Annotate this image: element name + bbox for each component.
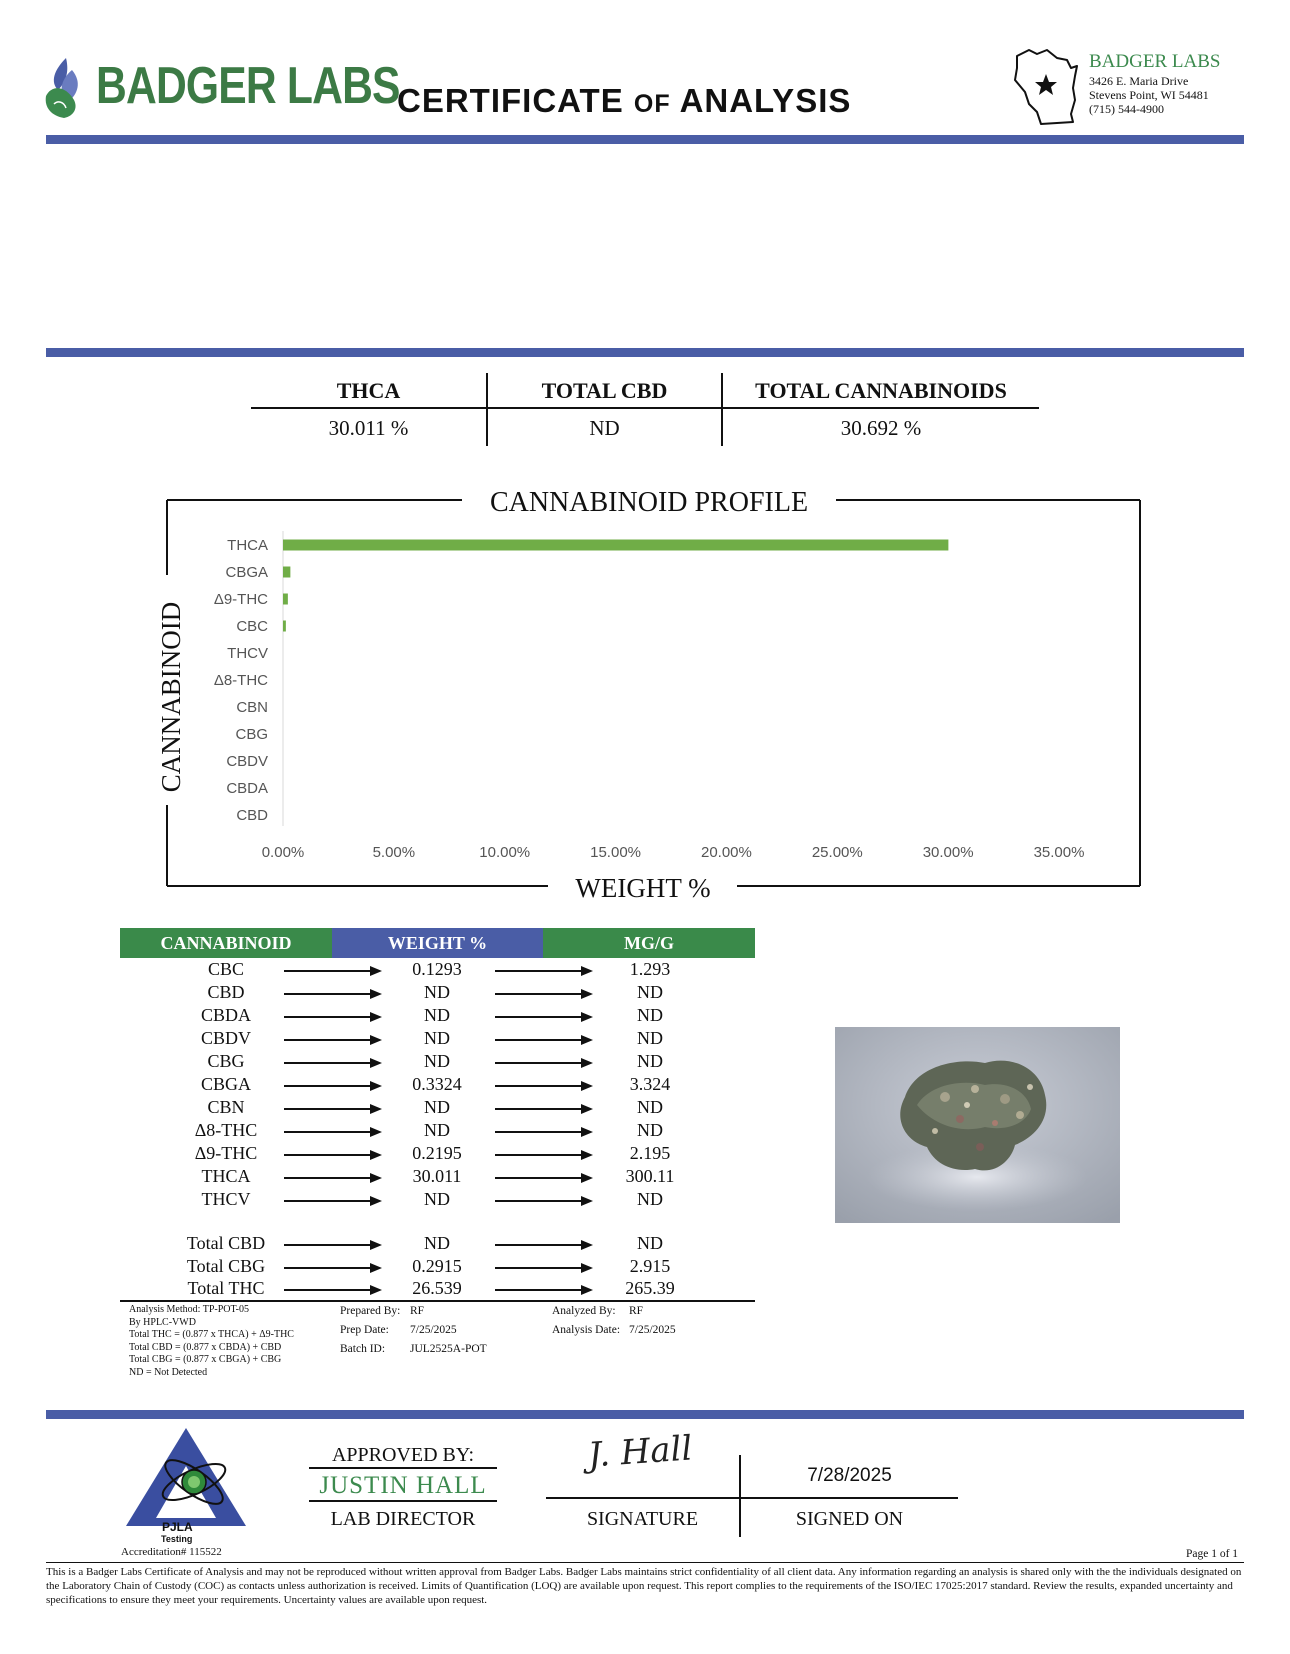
- row-arrow-icon: [495, 1102, 595, 1116]
- row-mgg: 2.195: [629, 1143, 671, 1163]
- analysis-date-value: 7/25/2025: [629, 1324, 676, 1336]
- prep-date-value: 7/25/2025: [410, 1324, 457, 1336]
- row-arrow-icon: [495, 1238, 595, 1252]
- row-cannabinoid: Total THC: [187, 1278, 265, 1298]
- table-header-cannabinoid: CANNABINOID: [120, 928, 332, 958]
- note-line: Total CBD = (0.877 x CBDA) + CBD: [129, 1341, 282, 1353]
- note-line: By HPLC-VWD: [129, 1316, 196, 1328]
- row-arrow-icon: [495, 1194, 595, 1208]
- row-arrow-icon: [284, 987, 384, 1001]
- chart-x-tick-label: 20.00%: [700, 844, 752, 861]
- row-cannabinoid: CBD: [207, 982, 245, 1002]
- row-arrow-icon: [284, 1148, 384, 1162]
- chart-category-label: Δ9-THC: [213, 591, 268, 608]
- chart-category-label: CBDA: [226, 780, 268, 797]
- row-weight: ND: [424, 1005, 450, 1025]
- row-mgg: 265.39: [625, 1278, 675, 1298]
- row-arrow-icon: [284, 1194, 384, 1208]
- prepared-by-label: Prepared By:: [340, 1305, 401, 1317]
- row-arrow-icon: [495, 1125, 595, 1139]
- chart-category-label: CBG: [235, 726, 268, 743]
- row-mgg: ND: [637, 1028, 663, 1048]
- prep-values: [410, 1302, 487, 1359]
- row-arrow-icon: [495, 1079, 595, 1093]
- row-weight: 0.2195: [412, 1143, 462, 1163]
- prep-date-label: Prep Date:: [340, 1324, 389, 1336]
- row-mgg: ND: [637, 1097, 663, 1117]
- row-weight: ND: [424, 1233, 450, 1253]
- note-line: ND = Not Detected: [129, 1366, 208, 1378]
- row-arrow-icon: [495, 1010, 595, 1024]
- row-arrow-icon: [284, 1283, 384, 1297]
- chart-bar: [283, 594, 288, 605]
- row-weight: ND: [424, 1120, 450, 1140]
- summary-total-cannabinoids-label: TOTAL CANNABINOIDS: [755, 378, 1007, 403]
- summary-thca-value: 30.011 %: [328, 416, 409, 440]
- analysis-date-label: Analysis Date:: [552, 1324, 621, 1336]
- chart-category-label: CBD: [236, 807, 268, 824]
- row-arrow-icon: [284, 1033, 384, 1047]
- approver-name: JUSTIN HALL: [319, 1472, 487, 1499]
- chart-x-tick-label: 35.00%: [1033, 844, 1085, 861]
- chart-bar: [283, 567, 290, 578]
- chart-x-tick-label: 10.00%: [479, 844, 531, 861]
- summary-total-cannabinoids-value: 30.692 %: [840, 416, 922, 440]
- summary-total-cbd-label: TOTAL CBD: [541, 378, 668, 403]
- row-cannabinoid: Total CBG: [186, 1255, 266, 1276]
- chart-x-axis-label: WEIGHT %: [575, 873, 711, 900]
- title-word-analysis: ANALYSIS: [679, 82, 852, 119]
- row-cannabinoid: CBDA: [200, 1005, 251, 1025]
- row-weight: 0.2915: [412, 1255, 462, 1276]
- address-city: Stevens Point, WI 54481: [1089, 88, 1209, 102]
- row-cannabinoid: Δ9-THC: [194, 1143, 258, 1163]
- summary-thca-label: THCA: [336, 378, 401, 403]
- row-cannabinoid: CBC: [207, 959, 245, 979]
- page-number: Page 1 of 1: [1186, 1548, 1239, 1560]
- sample-photo: [835, 1027, 1120, 1223]
- row-arrow-icon: [284, 1125, 384, 1139]
- chart-category-label: CBDV: [226, 753, 268, 770]
- note-line: Total CBG = (0.877 x CBGA) + CBG: [129, 1354, 282, 1365]
- row-arrow-icon: [495, 1171, 595, 1185]
- row-weight: ND: [424, 1097, 450, 1117]
- chart-x-tick-label: 5.00%: [372, 844, 416, 861]
- accreditation-number: Accreditation# 115522: [121, 1546, 222, 1558]
- row-cannabinoid: Total CBD: [186, 1233, 266, 1253]
- row-cannabinoid: THCV: [201, 1189, 251, 1209]
- summary-total-cbd-value: ND: [589, 416, 620, 440]
- chart-x-tick-label: 25.00%: [811, 844, 863, 861]
- row-mgg: ND: [637, 1233, 663, 1253]
- analyzed-by-label: Analyzed By:: [552, 1305, 616, 1317]
- brand-name: BADGER LABS: [96, 57, 400, 115]
- chart-bar: [283, 621, 286, 632]
- analysis-values: [629, 1302, 676, 1340]
- chart-frame: [167, 500, 1140, 886]
- chart-x-tick-label: 30.00%: [922, 844, 974, 861]
- row-arrow-icon: [284, 1261, 384, 1275]
- row-arrow-icon: [495, 1261, 595, 1275]
- approver-title: LAB DIRECTOR: [330, 1508, 476, 1530]
- chart-category-label: CBC: [236, 618, 268, 635]
- row-mgg: ND: [637, 1005, 663, 1025]
- row-cannabinoid: CBGA: [200, 1074, 251, 1094]
- analysis-labels: [552, 1302, 620, 1340]
- prepared-by-value: RF: [410, 1305, 425, 1317]
- approved-by-label: APPROVED BY:: [331, 1444, 475, 1466]
- signed-on-label: SIGNED ON: [795, 1508, 904, 1530]
- row-arrow-icon: [284, 1171, 384, 1185]
- row-mgg: ND: [637, 1189, 663, 1209]
- approver-underline: [309, 1500, 497, 1502]
- title-word-of: OF: [633, 90, 671, 118]
- chart-title: CANNABINOID PROFILE: [489, 487, 809, 518]
- disclaimer-text: This is a Badger Labs Certificate of Analysis and may not be reproduced without written approval from Badger Labs. Badger Labs maintains strict confidentiality of all client data. Any information regarding an analysis is shared only with the the individuals designated on the Laboratory Chain of Custody (COC) as contacts unless authorization is received. Limits of Quantification (LOQ) are available upon request. This report complies to the requirements of the ISO/IEC 17025:2017 standard. Review the results, expanded uncertainty and specifications to ensure they meet your requirements. Uncertainty values are available upon request.: [46, 1566, 1242, 1606]
- analyzed-by-value: RF: [629, 1305, 644, 1317]
- note-line: Analysis Method: TP-POT-05: [129, 1304, 250, 1315]
- row-cannabinoid: THCA: [201, 1166, 251, 1186]
- row-mgg: ND: [637, 1051, 663, 1071]
- address-street: 3426 E. Maria Drive: [1089, 74, 1189, 88]
- signature-line: [546, 1497, 958, 1499]
- row-mgg: ND: [637, 982, 663, 1002]
- signed-date: 7/28/2025: [807, 1465, 892, 1486]
- row-cannabinoid: CBN: [207, 1097, 245, 1117]
- row-weight: ND: [424, 982, 450, 1002]
- batch-id-value: JUL2525A-POT: [410, 1343, 487, 1355]
- signature-label: SIGNATURE: [586, 1508, 699, 1530]
- row-arrow-icon: [495, 987, 595, 1001]
- method-notes: [129, 1304, 294, 1379]
- row-cannabinoid: CBDV: [200, 1028, 251, 1048]
- row-weight: 30.011: [412, 1166, 462, 1186]
- row-arrow-icon: [495, 964, 595, 978]
- row-arrow-icon: [284, 1079, 384, 1093]
- chart-category-label: Δ8-THC: [213, 672, 268, 689]
- row-weight: 0.3324: [412, 1074, 462, 1094]
- row-weight: ND: [424, 1051, 450, 1071]
- note-line: Total THC = (0.877 x THCA) + Δ9-THC: [129, 1329, 294, 1340]
- row-arrow-icon: [284, 1056, 384, 1070]
- title-word-certificate: CERTIFICATE: [397, 82, 624, 119]
- chart-bar: [283, 540, 948, 551]
- table-header-weight: WEIGHT %: [332, 928, 543, 958]
- row-arrow-icon: [284, 1010, 384, 1024]
- batch-id-label: Batch ID:: [340, 1343, 386, 1355]
- chart-x-tick-label: 15.00%: [590, 844, 642, 861]
- row-weight: ND: [424, 1189, 450, 1209]
- lab-name: BADGER LABS: [1089, 51, 1221, 72]
- prep-labels: [340, 1302, 400, 1359]
- row-cannabinoid: Δ8-THC: [194, 1120, 258, 1140]
- row-weight: ND: [424, 1028, 450, 1048]
- chart-category-label: CBGA: [225, 564, 268, 581]
- signature: J. Hall: [586, 1428, 694, 1476]
- chart-x-tick-label: 0.00%: [261, 844, 305, 861]
- row-weight: 26.539: [412, 1278, 462, 1298]
- row-mgg: 1.293: [629, 959, 671, 979]
- row-arrow-icon: [284, 964, 384, 978]
- footer-divider: [46, 1410, 1244, 1419]
- table-header-mgg: MG/G: [543, 928, 755, 958]
- row-arrow-icon: [284, 1102, 384, 1116]
- row-mgg: 3.324: [629, 1074, 671, 1094]
- row-arrow-icon: [495, 1033, 595, 1047]
- disclaimer-rule: [46, 1562, 1244, 1563]
- row-mgg: 300.11: [625, 1166, 675, 1186]
- pjla-name: PJLA: [162, 1520, 193, 1534]
- chart-category-label: THCV: [227, 645, 268, 662]
- row-cannabinoid: CBG: [207, 1051, 245, 1071]
- pjla-accreditation-logo: [124, 1426, 248, 1530]
- row-weight: 0.1293: [412, 959, 462, 979]
- chart-y-axis-label: CANNABINOID: [156, 601, 186, 793]
- row-mgg: 2.915: [629, 1255, 671, 1276]
- row-arrow-icon: [495, 1056, 595, 1070]
- row-arrow-icon: [284, 1238, 384, 1252]
- row-arrow-icon: [495, 1148, 595, 1162]
- address-phone: (715) 544-4900: [1089, 102, 1164, 116]
- approved-underline: [309, 1467, 497, 1469]
- row-arrow-icon: [495, 1283, 595, 1297]
- pjla-testing: Testing: [161, 1534, 193, 1544]
- chart-category-label: THCA: [227, 537, 268, 554]
- chart-category-label: CBN: [236, 699, 268, 716]
- row-mgg: ND: [637, 1120, 663, 1140]
